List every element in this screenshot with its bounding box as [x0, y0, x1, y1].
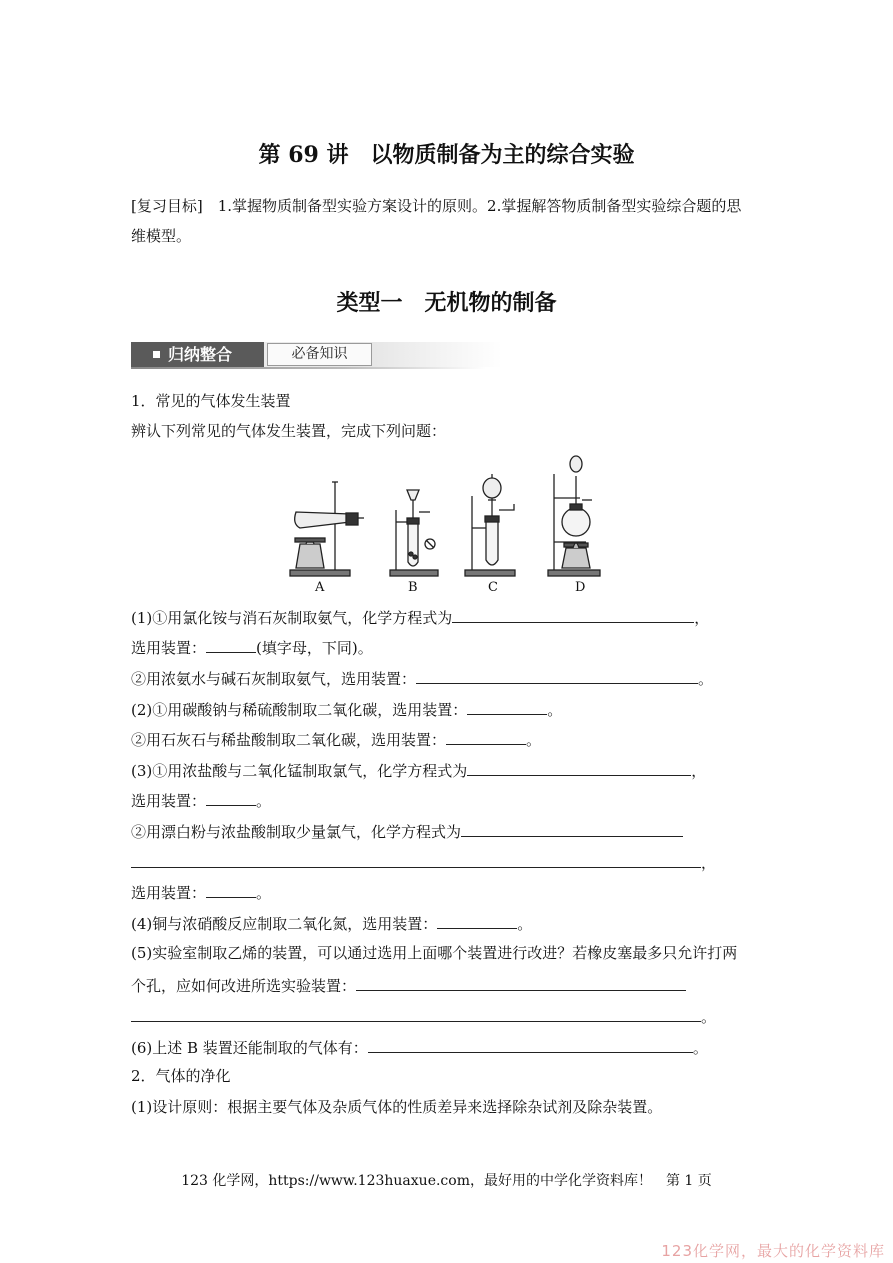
- question-5-answer-line: [131, 1005, 716, 1027]
- purification-principle: (1)设计原则：根据主要气体及杂质气体的性质差异来选择除杂试剂及除杂装置。: [131, 1098, 663, 1116]
- question-4: [131, 912, 532, 934]
- answer-blank[interactable]: [467, 759, 691, 776]
- answer-blank[interactable]: [131, 1005, 701, 1022]
- answer-blank[interactable]: [446, 728, 526, 745]
- apparatus-d: [548, 456, 600, 576]
- apparatus-a: [290, 482, 364, 576]
- punct-comma: ，: [701, 854, 717, 872]
- page-footer: 123 化学网，https://www.123huaxue.com，最好用的中学化学资料库！ 第 1 页: [181, 1173, 712, 1189]
- question-3-1-device: [131, 789, 271, 811]
- section-banner: [131, 342, 486, 369]
- apparatus-b: [390, 490, 438, 576]
- fill-letter-note: (填字母，下同)。: [256, 639, 373, 657]
- punct-period: 。: [256, 792, 272, 810]
- question-2-1-text: (2)①用碳酸钠与稀硫酸制取二氧化碳，选用装置：: [131, 701, 468, 719]
- punct-period: 。: [547, 701, 563, 719]
- apparatus-figure: [280, 450, 620, 600]
- punct-period: 。: [526, 731, 542, 749]
- punct-period: 。: [517, 915, 533, 933]
- objectives-tag: [复习目标]: [131, 197, 203, 215]
- answer-blank[interactable]: [131, 851, 701, 868]
- question-1-1: [131, 606, 709, 628]
- question-3-2-continued: [131, 851, 716, 873]
- question-3-2-text: ②用漂白粉与浓盐酸制取少量氯气，化学方程式为: [131, 823, 462, 841]
- question-1-2-text: ②用浓氨水与碱石灰制取氨气，选用装置：: [131, 670, 417, 688]
- question-3-1: [131, 759, 706, 781]
- label-d: D: [575, 580, 586, 595]
- label-c: C: [488, 580, 498, 595]
- select-device-label: 选用装置：: [131, 884, 207, 902]
- select-device-label: 选用装置：: [131, 792, 207, 810]
- question-5: (5)实验室制取乙烯的装置，可以通过选用上面哪个装置进行改进？若橡皮塞最多只允许打两: [131, 944, 738, 962]
- question-3-2-device: [131, 881, 271, 903]
- heading-gas-generators: 1．常见的气体发生装置: [131, 392, 291, 410]
- punct-period: 。: [698, 670, 714, 688]
- answer-blank[interactable]: [206, 881, 256, 898]
- answer-blank[interactable]: [452, 606, 694, 623]
- punct-period: 。: [701, 1008, 717, 1026]
- review-objectives: [131, 196, 741, 216]
- question-5-continued: [131, 974, 686, 996]
- question-6-text: (6)上述 B 装置还能制取的气体有：: [131, 1039, 368, 1057]
- answer-blank[interactable]: [461, 820, 683, 837]
- site-watermark: 123化学网，最大的化学资料库: [661, 1242, 885, 1260]
- question-6: [131, 1036, 708, 1058]
- lecture-title: 第 69 讲 以物质制备为主的综合实验: [258, 142, 635, 168]
- answer-blank[interactable]: [206, 789, 256, 806]
- answer-blank[interactable]: [356, 974, 686, 991]
- answer-blank[interactable]: [416, 667, 698, 684]
- question-3-2: [131, 820, 683, 842]
- punct-period: 。: [256, 884, 272, 902]
- answer-blank[interactable]: [437, 912, 517, 929]
- heading-gas-purification: 2．气体的净化: [131, 1067, 231, 1085]
- intro-text: 辨认下列常见的气体发生装置，完成下列问题：: [131, 422, 447, 440]
- question-5-text: 个孔，应如何改进所选实验装置：: [131, 977, 357, 995]
- answer-blank[interactable]: [467, 698, 547, 715]
- label-a: A: [315, 580, 325, 595]
- question-3-1-text: (3)①用浓盐酸与二氧化锰制取氯气，化学方程式为: [131, 762, 468, 780]
- answer-blank[interactable]: [206, 636, 256, 653]
- square-bullet-icon: [153, 351, 160, 358]
- punct-comma: ，: [691, 762, 707, 780]
- objectives-continued: 维模型。: [131, 227, 192, 245]
- question-2-2: [131, 728, 541, 750]
- apparatus-c: [465, 474, 515, 576]
- question-1-1-text: (1)①用氯化铵与消石灰制取氨气，化学方程式为: [131, 609, 453, 627]
- select-device-label: 选用装置：: [131, 639, 207, 657]
- answer-blank[interactable]: [368, 1036, 693, 1053]
- banner-main-label: 归纳整合: [168, 345, 233, 364]
- objectives-text: 1.掌握物质制备型实验方案设计的原则。2.掌握解答物质制备型实验综合题的思: [202, 197, 742, 215]
- question-1-1-device: [131, 636, 373, 658]
- banner-underline: [131, 367, 486, 369]
- question-2-2-text: ②用石灰石与稀盐酸制取二氧化碳，选用装置：: [131, 731, 447, 749]
- banner-sub-label: 必备知识: [267, 343, 372, 366]
- question-4-text: (4)铜与浓硝酸反应制取二氧化氮，选用装置：: [131, 915, 438, 933]
- label-b: B: [408, 580, 418, 595]
- punct-period: 。: [692, 1039, 708, 1057]
- banner-main: [131, 342, 264, 367]
- question-2-1: [131, 698, 562, 720]
- question-1-2: [131, 667, 713, 689]
- section-title: 类型一 无机物的制备: [336, 290, 557, 316]
- punct-comma: ，: [694, 609, 710, 627]
